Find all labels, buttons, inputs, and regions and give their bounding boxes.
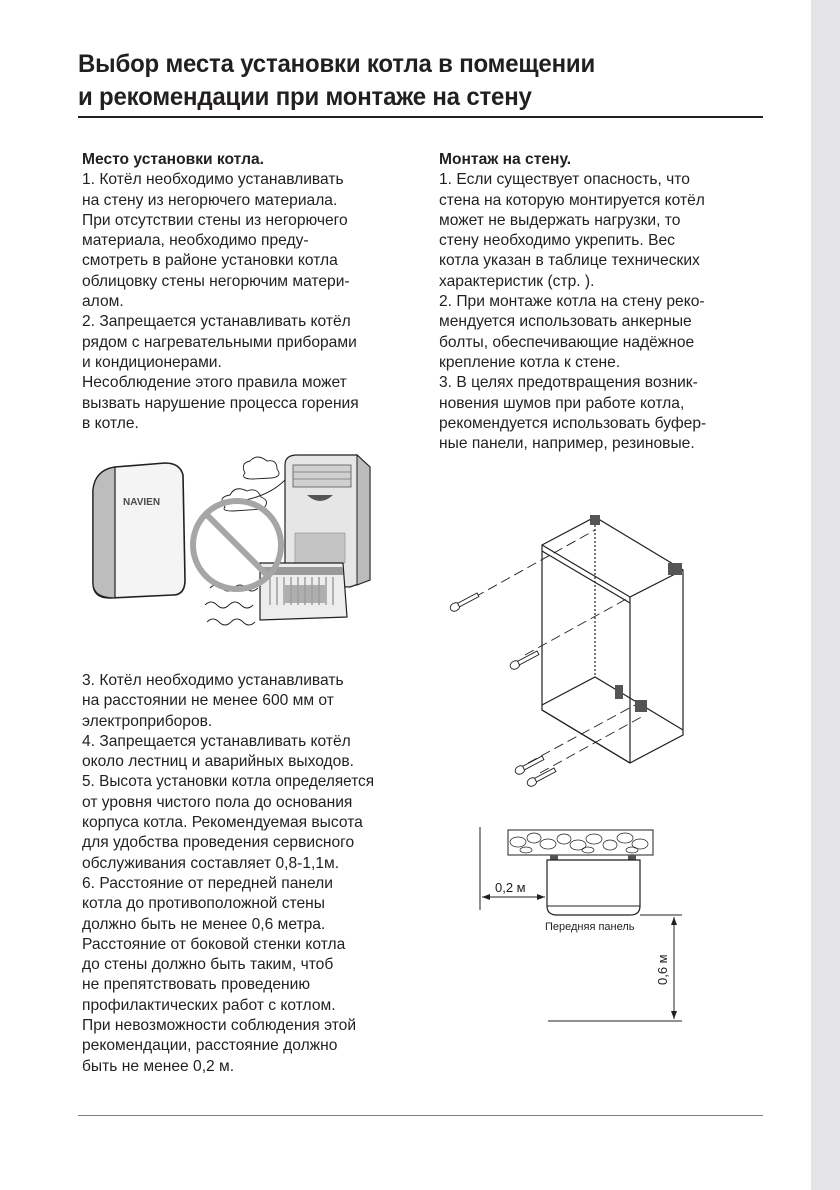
text-line: алом. (82, 293, 124, 311)
text-line: 5. Высота установки котла определяется (82, 773, 375, 791)
text-line: ные панели, например, резиновые. (439, 435, 695, 453)
anchor-bolt-icons (449, 591, 557, 788)
side-clearance-label: 0,2 м (495, 880, 526, 895)
text-line: 2. При монтаже котла на стену реко- (439, 293, 705, 311)
clearance-diagram (470, 822, 700, 1032)
boiler-drawing (93, 463, 185, 598)
text-line: крепление котла к стене. (439, 353, 621, 371)
front-clearance-label: 0,6 м (655, 954, 670, 985)
text-line: на расстоянии не менее 600 мм от (82, 692, 334, 710)
text-line: болты, обеспечивающие надёжное (439, 333, 695, 351)
text-line: корпуса котла. Рекомендуемая высота (82, 814, 363, 832)
bolt-guide-lines (475, 530, 645, 773)
text-line: 3. Котёл необходимо устанавливать (82, 672, 344, 689)
text-line: может не выдержать нагрузки, то (439, 211, 681, 229)
prohibition-sign-icon (193, 501, 281, 589)
left-top-text (82, 170, 374, 434)
page-title (78, 48, 750, 114)
front-panel-label: Передняя панель (545, 921, 635, 933)
text-line: рекомендуется использовать буфер- (439, 414, 707, 432)
text-line: материала, необходимо преду- (82, 232, 309, 250)
text-line: Расстояние от боковой стенки котла (82, 935, 346, 953)
text-line: мендуется использовать анкерные (439, 313, 692, 331)
text-line: стена на которую монтируется котёл (439, 191, 705, 209)
text-line: около лестниц и аварийных выходов. (82, 753, 354, 771)
text-line: для удобства проведения сервисного (82, 834, 355, 852)
text-line: электроприборов. (82, 712, 213, 730)
text-line: профилактических работ с котлом. (82, 996, 336, 1014)
text-line: смотреть в районе установки котла (82, 252, 338, 270)
title-line-1: Выбор места установки котла в помещении (78, 50, 596, 78)
brand-logo: NAVIEN (123, 497, 161, 508)
text-line: на стену из негорючего материала. (82, 191, 338, 209)
boiler-box-drawing (542, 517, 683, 763)
right-text (439, 170, 731, 454)
text-line: от уровня чистого пола до основания (82, 793, 353, 811)
text-line: 4. Запрещается устанавливать котёл (82, 732, 351, 750)
section-heading-mounting: Монтаж на стену. (439, 151, 572, 168)
left-column-bottom (82, 671, 374, 1077)
left-column-top (82, 150, 374, 434)
right-column (439, 150, 731, 454)
text-line: 2. Запрещается устанавливать котёл (82, 313, 351, 331)
side-clearance-dimension (482, 880, 545, 900)
wall-mounting-illustration (440, 505, 690, 805)
text-line: новения шумов при работе котла, (439, 394, 685, 412)
text-line: При отсутствии стены из негорючего (82, 211, 348, 229)
text-line: 1. Котёл необходимо устанавливать (82, 171, 344, 189)
page-side-bar (811, 0, 840, 1190)
wall-stone-hatch (508, 830, 653, 855)
text-line: котла указан в таблице технических (439, 252, 700, 270)
boiler-top-view (547, 855, 640, 915)
text-line: рядом с нагревательными приборами (82, 333, 357, 351)
section-heading-location: Место установки котла. (82, 151, 265, 168)
text-line: стену необходимо укрепить. Вес (439, 232, 675, 250)
text-line: и кондиционерами. (82, 353, 222, 371)
text-line: Несоблюдение этого правила может (82, 374, 347, 392)
footer-divider (78, 1115, 763, 1116)
title-line-2: и рекомендации при монтаже на стену (78, 83, 532, 111)
text-line: 6. Расстояние от передней панели (82, 874, 333, 892)
title-divider (78, 116, 763, 118)
text-line: быть не менее 0,2 м. (82, 1057, 235, 1075)
text-line: не препятствовать проведению (82, 976, 311, 994)
text-line: должно быть не менее 0,6 метра. (82, 915, 326, 933)
text-line: облицовку стены негорючим матери- (82, 272, 350, 290)
left-bottom-text (82, 671, 374, 1077)
text-line: обслуживания составляет 0,8-1,1м. (82, 854, 340, 872)
text-line: вызвать нарушение процесса горения (82, 394, 359, 412)
text-line: рекомендации, расстояние должно (82, 1037, 338, 1055)
text-line: до стены должно быть таким, чтоб (82, 956, 334, 974)
text-line: 3. В целях предотвращения возник- (439, 374, 698, 392)
text-line: характеристик (стр. ). (439, 272, 595, 290)
text-line: котла до противоположной стены (82, 895, 325, 913)
text-line: 1. Если существует опасность, что (439, 171, 690, 189)
text-line: в котле. (82, 414, 139, 432)
text-line: При невозможности соблюдения этой (82, 1017, 357, 1035)
prohibition-illustration (85, 445, 390, 645)
